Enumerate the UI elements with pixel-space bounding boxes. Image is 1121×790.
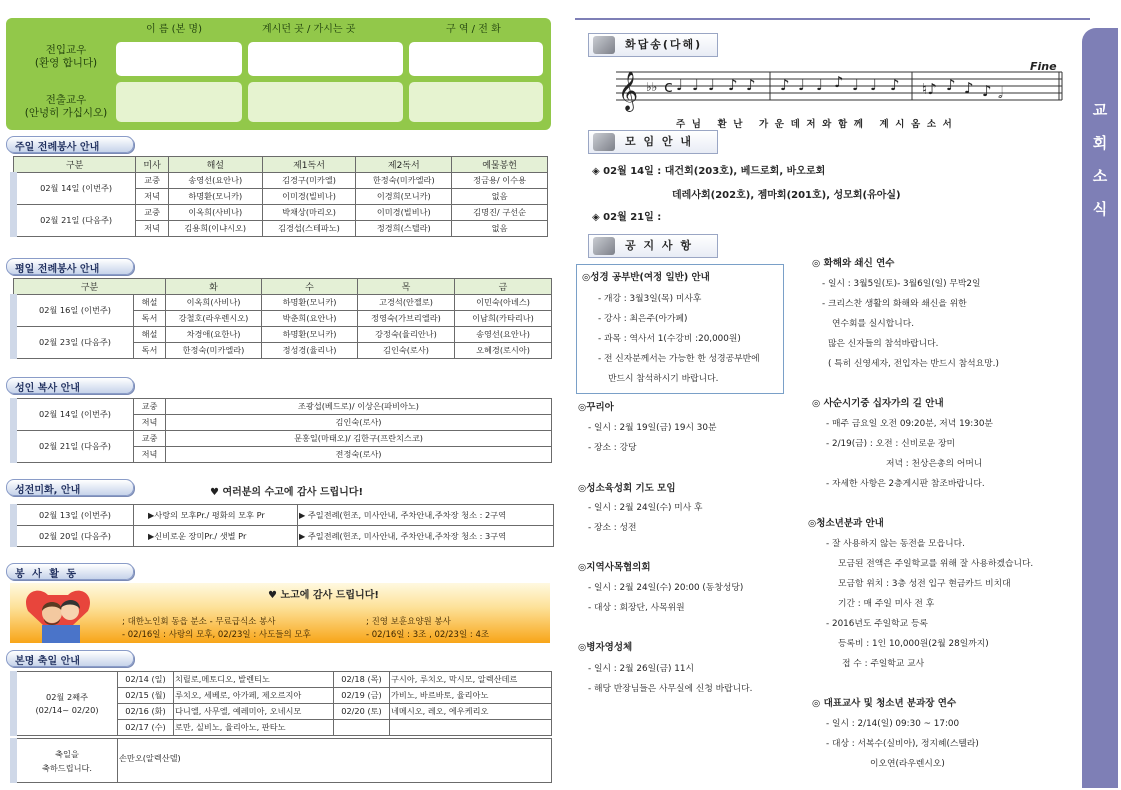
- cell: 김인숙(로사): [358, 343, 455, 359]
- cell: 네메시오, 레오, 에우케리오: [390, 704, 552, 720]
- prayer-title: ◎성소육성회 기도 모임: [578, 483, 676, 494]
- teacher-line: - 대상 : 서복수(실비아), 정지혜(스텔라): [826, 739, 979, 749]
- cell: 차경애(요한나): [166, 327, 262, 343]
- sick-title: ◎병자영성체: [578, 642, 633, 653]
- sunday-th-5: 예물봉헌: [452, 157, 548, 173]
- youth-line: - 2016년도 주일학교 등록: [826, 619, 928, 629]
- meeting-title: 모 임 안 내: [588, 130, 718, 154]
- cell: 없음: [452, 189, 548, 205]
- meeting-line3: ◈ 02월 21일 :: [592, 212, 662, 223]
- cell: 오혜경(로시아): [455, 343, 552, 359]
- congrats-label: 축일을 축하드립니다.: [14, 739, 118, 783]
- cell: 해설: [134, 295, 166, 311]
- table-row: [14, 431, 552, 447]
- cell: ▶ 주일전례(헌조, 미사안내, 주차안내,주차장 청소 : 2구역: [298, 505, 554, 526]
- sick-line: - 일시 : 2월 26일(금) 11시: [588, 664, 694, 674]
- cell: 정영숙(가브리엘라): [358, 311, 455, 327]
- sunday-th-0: 구분: [14, 157, 136, 173]
- table-row: [14, 173, 548, 189]
- youth-line: 접 수 : 주일학교 교사: [842, 659, 925, 669]
- congrats-names: 손만오(알렉산델): [118, 739, 552, 783]
- cell: 강철호(라우렌시오): [166, 311, 262, 327]
- weekday-table: [10, 278, 552, 359]
- cell: 로만, 실비노, 율리아노, 판타노: [174, 720, 334, 736]
- date-cell: 02월 14일 (이번주): [14, 399, 134, 431]
- cell: 김인숙(로사): [166, 415, 552, 431]
- date-cell: 02월 16일 (이번주): [14, 295, 134, 327]
- svg-text:♪: ♪: [780, 76, 790, 94]
- week-cell: 02월 2째주 (02/14~ 02/20): [14, 672, 118, 736]
- cell: 이옥희(사비나): [166, 295, 262, 311]
- region-line: - 일시 : 2월 24일(수) 20:00 (동창성당): [588, 583, 744, 593]
- sunday-th-1: 미사: [136, 157, 169, 173]
- cell: ▶ 주일전례(헌조, 미사안내, 주차안내,주차장 청소 : 3구역: [298, 526, 554, 547]
- svg-text:♩: ♩: [852, 76, 860, 94]
- cross-line: 저녁 : 천상은총의 어머니: [886, 459, 983, 469]
- cell: 루치오, 세베로, 아가페, 제오르지아: [174, 688, 334, 704]
- svg-text:♩: ♩: [816, 76, 824, 94]
- section-title-service: 봉 사 활 동: [6, 563, 134, 580]
- cell: 문홍일(마태오)/ 김한구(프란치스코): [166, 431, 552, 447]
- cell: 해설: [134, 327, 166, 343]
- date-cell: 02월 20일 (다음주): [14, 526, 134, 547]
- cell: 저녁: [136, 189, 169, 205]
- service-line2a: - 02/16일 : 사랑의 모후, 02/23일 : 사도들의 모후: [122, 630, 311, 640]
- transfer-out-name-field[interactable]: [116, 82, 242, 122]
- cell: 한정숙(미카엘라): [356, 173, 452, 189]
- header-area: 구 역 / 전 화: [446, 24, 501, 35]
- cell: 02/17 (수): [118, 720, 174, 736]
- service-line2b: - 02/16일 : 3조 , 02/23일 : 4조: [366, 630, 490, 640]
- service-line1b: ; 진영 보훈요양원 봉사: [366, 617, 451, 627]
- prayer-line: - 일시 : 2월 24일(수) 미사 후: [588, 503, 703, 513]
- header-name: 이 름 (본 명): [146, 24, 202, 35]
- cell: 한정숙(미카엘라): [166, 343, 262, 359]
- cell: 가비노, 바르바토, 율리아노: [390, 688, 552, 704]
- cell: 정성경(율리나): [262, 343, 358, 359]
- adult-table: [10, 398, 552, 463]
- cell: 송영선(요안나): [168, 173, 262, 189]
- transfer-box: [6, 18, 551, 130]
- cell: 교중: [134, 431, 166, 447]
- cell: 정금용/ 이수용: [452, 173, 548, 189]
- cell: [334, 720, 390, 736]
- transfer-out-place-field[interactable]: [248, 82, 403, 122]
- bible-line: - 과목 : 역사서 1(수강비 :20,000원): [598, 334, 741, 344]
- svg-text:♩: ♩: [692, 76, 700, 94]
- cell: 정경희(스텔라): [356, 221, 452, 237]
- cell: 다니엘, 사무엘, 예레미아, 오네시모: [174, 704, 334, 720]
- side-tab-char: 교 회 소 식: [1092, 101, 1108, 218]
- thumbnail-icon: [593, 237, 615, 255]
- table-row: [14, 672, 552, 688]
- cell: 02/18 (목): [334, 672, 390, 688]
- cell: 조광섭(베드로)/ 이상은(파비아노): [166, 399, 552, 415]
- svg-text:c: c: [664, 77, 673, 96]
- cell: 이민숙(아녜스): [455, 295, 552, 311]
- cell: 이미경(빌비나): [356, 205, 452, 221]
- date-cell: 02월 21일 (다음주): [14, 205, 136, 237]
- svg-text:♪: ♪: [728, 76, 738, 94]
- svg-text:𝄞: 𝄞: [618, 71, 639, 111]
- cell: 02/16 (화): [118, 704, 174, 720]
- cell: 02/15 (월): [118, 688, 174, 704]
- service-banner: [10, 583, 550, 643]
- bible-title: ◎성경 공부반(여정 일반) 안내: [582, 272, 710, 283]
- service-line1a: ; 대한노인회 동읍 분소 - 무료급식소 봉사: [122, 617, 276, 627]
- svg-text:♩: ♩: [870, 76, 878, 94]
- sunday-table: [10, 156, 548, 237]
- region-title: ◎지역사목협의회: [578, 562, 651, 573]
- cell: 하명환(모니카): [262, 327, 358, 343]
- weekday-th-0: 구분: [14, 279, 166, 295]
- cell: 02/20 (토): [334, 704, 390, 720]
- weekday-th-2: 수: [262, 279, 358, 295]
- cell: 저녁: [134, 447, 166, 463]
- cell: 구시아, 루치오, 막시모, 알렉산데르: [390, 672, 552, 688]
- transfer-out-area-field[interactable]: [409, 82, 543, 122]
- header-place: 계시던 곳 / 가시는 곳: [262, 24, 356, 35]
- recon-line: - 크리스찬 생활의 화해와 쇄신을 위한: [822, 299, 967, 309]
- music-staff: [612, 60, 1072, 112]
- cell: 하명환(모니카): [262, 295, 358, 311]
- svg-text:♭♭: ♭♭: [646, 80, 658, 94]
- sunday-th-4: 제2독서: [356, 157, 452, 173]
- svg-text:♩: ♩: [798, 76, 806, 94]
- cell: 이남희(카타리나): [455, 311, 552, 327]
- svg-text:♪: ♪: [890, 76, 900, 94]
- cross-line: - 자세한 사항은 2층게시판 참조바랍니다.: [826, 479, 985, 489]
- cell: [390, 720, 552, 736]
- svg-text:♪: ♪: [746, 76, 756, 94]
- recon-title: ◎ 화해와 쇄신 연수: [812, 258, 895, 269]
- cell: 김경섭(스테파노): [262, 221, 356, 237]
- song-title: 화답송(다해): [588, 33, 718, 57]
- svg-text:♩: ♩: [676, 76, 684, 94]
- cell: 교중: [134, 399, 166, 415]
- youth-line: 모금함 위치 : 3층 성전 입구 현금카드 비치대: [838, 579, 1011, 589]
- svg-text:♪: ♪: [964, 79, 974, 97]
- recon-line: 많은 신자들의 참석바랍니다.: [828, 339, 939, 349]
- cell: 하명환(모니카): [168, 189, 262, 205]
- section-title-adult: 성인 복사 안내: [6, 377, 134, 394]
- feast-table: [10, 671, 552, 736]
- thumbnail-icon: [593, 36, 615, 54]
- svg-text:♪: ♪: [982, 82, 992, 100]
- recon-line: 연수회를 실시합니다.: [832, 319, 915, 329]
- cell: 교중: [136, 173, 169, 189]
- cell: 김경구(미카엘): [262, 173, 356, 189]
- bible-line: 반드시 참석하시기 바랍니다.: [608, 374, 719, 384]
- side-tab: [1082, 28, 1118, 788]
- teacher-line: - 일시 : 2/14(일) 09:30 ~ 17:00: [826, 719, 960, 729]
- cell: 강정숙(율리안나): [358, 327, 455, 343]
- beauty-thanks: ♥ 여러분의 수고에 감사 드립니다!: [210, 487, 364, 498]
- table-row: [14, 526, 554, 547]
- cell: 이미경(빌비나): [262, 189, 356, 205]
- date-cell: 02월 13일 (이번주): [14, 505, 134, 526]
- teacher-line: 이오연(라우렌시오): [870, 759, 945, 769]
- region-line: - 대상 : 회장단, 사목위원: [588, 603, 685, 613]
- date-cell: 02월 21일 (다음주): [14, 431, 134, 463]
- table-row: [14, 399, 552, 415]
- cell: 전정숙(로사): [166, 447, 552, 463]
- svg-text:𝅗𝅥: 𝅗𝅥: [998, 84, 1003, 102]
- cell: 고경석(안젤로): [358, 295, 455, 311]
- kkuri-title: ◎꾸리아: [578, 402, 614, 413]
- table-row: [14, 327, 552, 343]
- meeting-line1: ◈ 02월 14일 : 대건회(203호), 베드로회, 바오로회: [592, 166, 826, 177]
- cell: 치릴로,메토디오, 발렌티노: [174, 672, 334, 688]
- family-illustration: [18, 587, 102, 643]
- table-row: [14, 505, 554, 526]
- thumbnail-icon: [593, 133, 615, 151]
- youth-line: 모금된 전액은 주일학교를 위해 잘 사용하겠습니다.: [838, 559, 1034, 569]
- bible-line: - 강사 : 최은주(아가페): [598, 314, 688, 324]
- date-cell: 02월 14일 (이번주): [14, 173, 136, 205]
- meeting-line2: 데레사회(202호), 젬마회(201호), 성모회(유아실): [672, 190, 901, 201]
- beauty-table: [10, 504, 554, 547]
- cell: 이옥희(사비나): [168, 205, 262, 221]
- youth-title: ◎청소년분과 안내: [808, 518, 884, 529]
- cell: 박채상(마리오): [262, 205, 356, 221]
- transfer-out-label: 전출교우 (안녕히 가십시오): [24, 94, 108, 119]
- cell: 02/19 (금): [334, 688, 390, 704]
- cross-line: - 매주 금요일 오전 09:20분, 저녁 19:30분: [826, 419, 993, 429]
- weekday-th-4: 금: [455, 279, 552, 295]
- fine-mark: Fine: [1030, 60, 1057, 73]
- table-row: [14, 295, 552, 311]
- cell: 저녁: [136, 221, 169, 237]
- weekday-th-1: 화: [166, 279, 262, 295]
- notice-title: 공 지 사 항: [588, 234, 718, 258]
- congrats-table: [10, 738, 552, 783]
- cell: 독서: [134, 343, 166, 359]
- service-thanks: ♥ 노고에 감사 드립니다!: [268, 590, 379, 601]
- cross-line: - 2/19(금) : 오전 : 신비로운 장미: [826, 439, 955, 449]
- cell: 박춘희(요안나): [262, 311, 358, 327]
- section-title-sunday: 주일 전례봉사 안내: [6, 136, 134, 153]
- svg-text:♮♪: ♮♪: [922, 80, 937, 98]
- top-rule: [575, 18, 1090, 20]
- date-cell: 02월 23일 (다음주): [14, 327, 134, 359]
- transfer-in-area-field[interactable]: [409, 42, 543, 76]
- teacher-title: ◎ 대표교사 및 청소년 분과장 연수: [812, 698, 957, 709]
- svg-text:♪: ♪: [834, 73, 844, 91]
- sick-line: - 해당 반장님들은 사무실에 신청 바랍니다.: [588, 684, 753, 694]
- youth-line: 등록비 : 1인 10,000원(2월 28일까지): [838, 639, 989, 649]
- cell: 02/14 (일): [118, 672, 174, 688]
- kkuri-line: - 장소 : 강당: [588, 443, 637, 453]
- sunday-th-3: 제1독서: [262, 157, 356, 173]
- cell: 저녁: [134, 415, 166, 431]
- table-row: [14, 739, 552, 783]
- prayer-line: - 장소 : 성전: [588, 523, 637, 533]
- cross-title: ◎ 사순시기중 십자가의 길 안내: [812, 398, 944, 409]
- cell: 이경희(모니카): [356, 189, 452, 205]
- kkuri-line: - 일시 : 2월 19일(금) 19시 30분: [588, 423, 717, 433]
- cell: 김용희(이냐시오): [168, 221, 262, 237]
- section-title-weekday: 평일 전례봉사 안내: [6, 258, 134, 275]
- youth-line: - 잘 사용하지 않는 동전을 모읍니다.: [826, 539, 965, 549]
- cell: ▶사랑의 모후Pr./ 평화의 모후 Pr: [134, 505, 298, 526]
- sunday-th-2: 해설: [168, 157, 262, 173]
- cell: 독서: [134, 311, 166, 327]
- table-row: [14, 205, 548, 221]
- cell: 없음: [452, 221, 548, 237]
- section-title-feast: 본명 축일 안내: [6, 650, 134, 667]
- song-lyrics: 주 님 환 난 가 운 데 저 와 함 께 계 시 옴 소 서: [676, 119, 952, 130]
- recon-line: - 일시 : 3월5일(토)- 3월6일(일) 무박2일: [822, 279, 981, 289]
- cell: 교중: [136, 205, 169, 221]
- svg-text:♩: ♩: [708, 76, 716, 94]
- section-title-beauty: 성전미화, 안내: [6, 479, 134, 496]
- weekday-th-3: 목: [358, 279, 455, 295]
- svg-text:♪: ♪: [946, 76, 956, 94]
- cell: 김명진/ 구선순: [452, 205, 548, 221]
- transfer-in-label: 전입교우 (환영 합니다): [34, 44, 98, 69]
- cell: 송영선(요안나): [455, 327, 552, 343]
- bible-line: - 개강 : 3월3일(목) 미사후: [598, 294, 702, 304]
- transfer-in-place-field[interactable]: [248, 42, 403, 76]
- recon-line: ( 특히 신영세자, 전입자는 반드시 참석요망.): [828, 359, 999, 369]
- bible-line: - 전 신자분께서는 가능한 한 성경공부반에: [598, 354, 760, 364]
- transfer-in-name-field[interactable]: [116, 42, 242, 76]
- youth-line: 기간 : 매 주일 미사 전 후: [838, 599, 935, 609]
- cell: ▶신비로운 장미Pr./ 샛별 Pr: [134, 526, 298, 547]
